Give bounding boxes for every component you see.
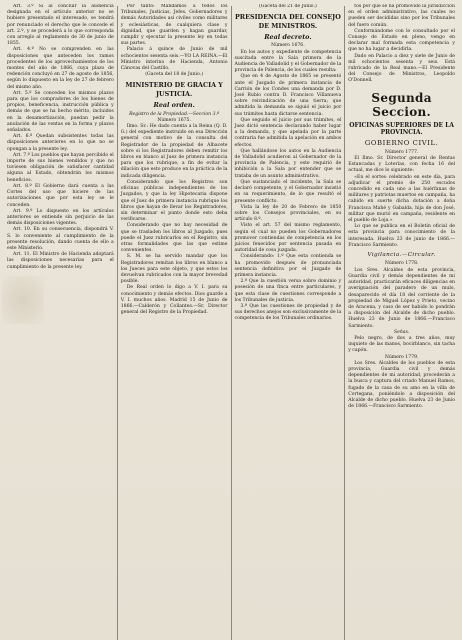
paragraph: Art. 7.º Los pueblos que hayan percibido el importe de sus bienes vendidos y que no tuviesen obligación de satisfacer cantidad alguna al Estado, obtendrán los mismos beneficios. bbox=[7, 152, 114, 183]
paragraph: Considerando que no hay necesidad de que se trasladen los libros al Juzgado, pues puede el Juez rubricarlos en el Registro, sin otras formalidades que las que estime convenientes. bbox=[120, 223, 228, 254]
paragraph: Lo que se publica en el Boletín oficial de esta provincia para conocimiento de la interesada. Huelva 23 de junio de 1866.—Francisco Sarmiento. bbox=[348, 224, 456, 248]
gazette-ref: (Gaceta del 18 de Junio.) bbox=[145, 72, 203, 78]
paragraph: Art. 8.º El Gobierno dará cuenta a las Cortes del uso que hiciere de las autorizaciones que por esta ley se le conceden. bbox=[7, 183, 114, 208]
paragraph: Los Sres. Alcaldes de esta provincia, Guardia civil y demás dependientes de mi autoridad, practicarán eficaces diligencias en averiguación del paradero de un mulo, desaparecido el día 18 del corriente de la propiedad de Miguel López y Prieto, vecino de Aracena, y caso de ser habido lo pondrán a disposición del Alcalde de dicho pueblo. Huelva 23 de Junio de 1866.—Francisco Sarmiento. bbox=[348, 267, 456, 329]
paragraph: Pelo negro, de dos a tres años, muy inquieto de las manos, bocirblanco, sin tacha y capón. bbox=[348, 335, 456, 354]
paragraph: Visto el art. 57 del mismo reglamento, según el cual no pueden los Gobernadores promover contiendas de competencia en los juicios fenecidos por sentencia pasada en autoridad de cosa juzgada. bbox=[234, 223, 342, 254]
paragraph: Ilmo. Sr.: He dado cuenta a la Reina (Q. D. G.) del expediente instruido en esa Dirección general con motivo de la consulta del Registrador de la propiedad de Albacete sobre si los Registradores deben remitir los libros en blanco al Juez de primera instancia para que los rubrique, a fin de evitar la dilación que esto produce en la práctica de la indicada diligencia. bbox=[120, 124, 228, 179]
government-heading: GOBIERNO CIVIL. bbox=[364, 138, 439, 147]
column-3 bbox=[232, 4, 345, 640]
paragraph: Que en 4 de Agosto de 1865 se presentó ante el Juzgado de primera instancia de Carrión de los Condes una demanda por D. José Rubio contra D. Francisco Villanueva sobre reivindicación de una tierra; que admitida la demanda se siguió el juicio por sus trámites hasta dictarse sentencia. bbox=[234, 74, 342, 117]
ministry-heading: MINISTERIO DE GRACIA Y JUSTICIA. bbox=[125, 81, 223, 98]
notice-number: Número 1779. bbox=[384, 354, 419, 360]
paragraph: Art. 9.º Lo dispuesto en los artículos anteriores se entiende sin perjuicio de las demás disposiciones vigentes. bbox=[7, 208, 114, 227]
paragraph: En los autos y expediente de competencia suscitada entre la Sala primera de la Audiencia de Valladolid y el Gobernador de la provincia de Palencia, de los cuales resulta: bbox=[234, 49, 342, 74]
gazette-ref: (Gaceta del 21 de Junio.) bbox=[259, 4, 317, 9]
paragraph: Art. 5.º Se conceden los mismos plazos para que los compradores de los bienes de propios, beneficencia, instrucción pública y demás de que se ha hecho mérito, incluidos en la desamortización, puedan pedir la anulación de las ventas en la forma y plazos señalados. bbox=[7, 90, 114, 134]
paragraph: Que seguido el juicio por sus trámites, el Juez dictó sentencia declarando haber lugar a la demanda, y que apelada por la parte contraria fue admitida la apelación en ambos efectos. bbox=[234, 117, 342, 148]
paragraph: Dado en Palacio a diez y siete de Junio de mil ochocientos sesenta y seis. Está rubricado de la Real mano.—El Presidente del Consejo de Ministros, Leopoldo O'Donnell. bbox=[348, 53, 456, 84]
paragraph: Que sustanciado el incidente, la Sala se declaró competente, y el Gobernador insistió en su requerimiento, de lo que resultó el presente conflicto. bbox=[234, 179, 342, 204]
offices-heading: OFICINAS SUPERIORES DE LA PROVINCIA. bbox=[349, 121, 455, 137]
decree-number: Número 1676. bbox=[271, 43, 305, 49]
notice-number: Número 1777. bbox=[384, 149, 419, 155]
paragraph: Los Sres. Alcaldes de los pueblos de esta provincia, Guardia civil y demás dependientes de mi autoridad, procederán a la busca y captura del criado Manuel Ramos, fugado de la casa de su amo en la villa de Cortegana, poniéndolo a disposición del Alcalde de dicho pueblo. Huelva 23 de Junio de 1866.—Francisco Sarmiento. bbox=[348, 360, 456, 410]
paragraph: Art. 6.º Quedan subsistentes todas las disposiciones anteriores en lo que no se opongan a la presente ley. bbox=[7, 134, 114, 152]
paragraph: 3.º Que las cuestiones de propiedad y de sus derechos anejos son exclusivamente de la competencia de los Tribunales ordinarios. bbox=[234, 303, 342, 322]
presidency-heading: PRESIDENCIA DEL CONSEJO DE MINISTROS. bbox=[234, 13, 341, 30]
paragraph: Vista la ley de 20 de Febrero de 1850 sobre los Consejos provinciales, en su artículo 8.º. bbox=[234, 204, 342, 223]
paragraph: Considerando: 1.º Que esta contienda se ha promovido después de pronunciada sentencia definitiva por el Juzgado de primera instancia. bbox=[234, 254, 342, 278]
paragraph: El Ilmo. Sr. Director general de Rentas Estancadas y Loterías, con fecha 16 del actual, me dice lo siguiente: bbox=[348, 156, 456, 174]
paragraph: Que hallándose los autos en la Audiencia de Valladolid acudieron al Gobernador de la provincia de Palencia, y este requirió de inhibición a la Sala por entender que se trataba de un asunto administrativo. bbox=[234, 148, 342, 179]
vigilance-heading: Vigilancia.—Circular. bbox=[367, 252, 436, 259]
column-4 bbox=[345, 4, 458, 640]
paragraph: tos por que se ha promovido la jurisdicción en el orden administrativo, las cuales no pueden ser decididas sino por los Tribunales del fuero común. bbox=[348, 4, 456, 28]
section-title: Segunda Seccion. bbox=[371, 90, 432, 119]
column-1 bbox=[4, 4, 117, 640]
decree-heading: Real decreto. bbox=[264, 33, 312, 42]
paragraph: Art. 10. En su consecuencia, dispondrá V. S. lo conveniente al cumplimiento de la presente resolución, dando cuenta de ello a este Ministerio. bbox=[7, 227, 114, 251]
registry-subheading: Registro de la Propiedad.—Seccion 3.ª bbox=[129, 111, 220, 117]
paragraph: Considerando que los Registros son oficinas públicas independientes de los Juzgados, y que la ley Hipotecaria dispone que el Juez de primera instancia rubrique los libros que hayan de llevar los Registradores, sin determinar el punto donde esto deba verificarse. bbox=[120, 179, 228, 223]
paragraph: Conformándome con lo consultado por el Consejo de Estado en pleno, vengo en declarar mal formada esta competencia y que no ha lugar a decidirla. bbox=[348, 28, 456, 53]
paragraph: «En el sorteo celebrado en este día, para adjudicar el premio de 250 escudos concedido en cada uno a las huérfanas de militares y patriotas muertos en campaña, ha cabido en suerte dicha dotación a doña Francisca Mahé y Gabalda, hija de don José, militar que murió en campaña, residente en el pueblo de Loja.» bbox=[348, 174, 456, 224]
paragraph: Por tanto: Mandamos a todos los Tribunales, Justicias, Jefes, Gobernadores y demás Autoridades así civiles como militares y eclesiásticas, de cualquiera clase y dignidad, que guarden y hagan guardar, cumplir y ejecutar la presente ley en todas sus partes. bbox=[120, 4, 228, 47]
paragraph: Palacio á quince de Junio de mil ochocientos sesenta seis.—YO LA REINA.—El Ministro interino de Hacienda, Antonio Cánovas del Castillo. bbox=[120, 47, 228, 72]
column-2 bbox=[118, 4, 231, 640]
paragraph: Art. 4.º No se comprenden en las disposiciones que anteceden los ramos procedentes de los aprovechamientos de los montes del año de 1866, cuya plazo de redención concluyó en 27 de agosto de 1856, según lo dispuesto en la ley de 27 de febrero del mismo año. bbox=[7, 47, 114, 90]
paragraph: 2.º Que la cuestión versa sobre dominio y posesión de una finca entre particulares, y que esta clase de cuestiones corresponde a los Tribunales de justicia. bbox=[234, 279, 342, 303]
paragraph: Art. 11. El Ministro de Hacienda adoptará las disposiciones necesarias para el cumplimiento de la presente ley. bbox=[7, 252, 114, 270]
notice-number: Número 1778. bbox=[384, 261, 419, 267]
order-number: Número 1675. bbox=[157, 117, 191, 123]
order-heading: Real orden. bbox=[153, 101, 195, 110]
paragraph: De Real orden lo digo a V. I. para su conocimiento y demás efectos. Dios guarde a V. I. muchos años. Madrid 15 de Junio de 1866.—Calderón y Collantes.—Sr. Director general del Registro de la Propiedad. bbox=[120, 285, 228, 316]
paragraph: S. M. se ha servido mandar que los Registradores remitan los libros en blanco a los Jueces para este objeto, y que estos los devuelvan rubricados con la mayor brevedad posible. bbox=[120, 254, 228, 285]
paragraph: Art. 3.º Si al concluir la audiencia designada en el artículo anterior no se hubiere presentado el interesado, se tendrá por renunciado el derecho que le concede el art. 2.º, y se procederá a lo que corresponda con arreglo al reglamento de 30 de junio de 1855. bbox=[7, 4, 114, 47]
signs-heading: Señas. bbox=[393, 329, 410, 335]
